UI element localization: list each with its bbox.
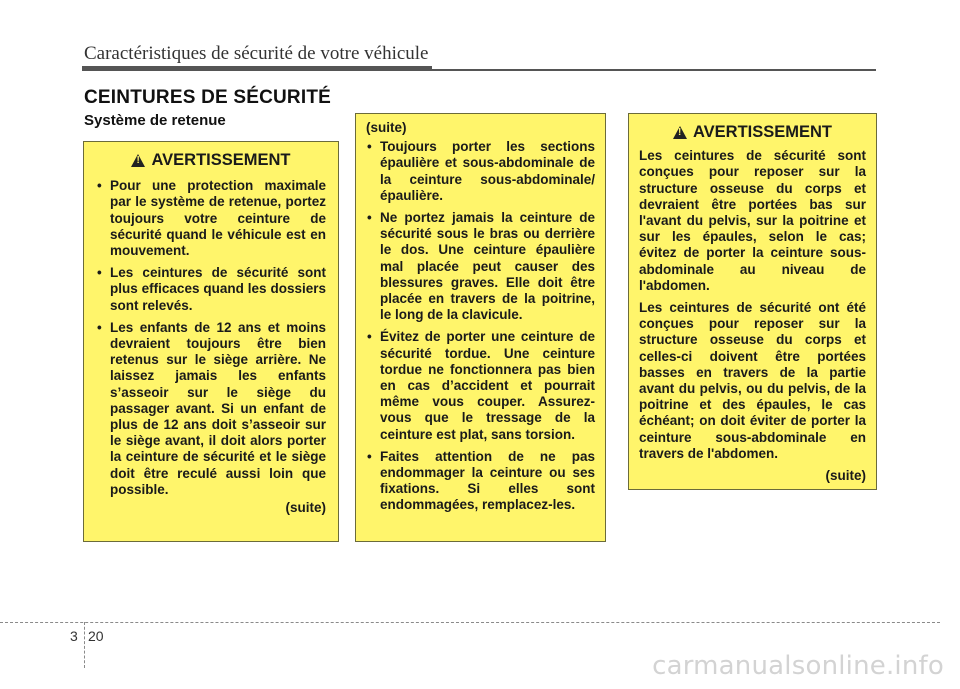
list-item: • Les ceintures de sécurité sont plus efficaces quand les dossiers sont relevés. [96,265,326,314]
warning-box-3 [628,113,877,490]
continued-label: (suite) [825,468,866,484]
continued-label: (suite) [285,500,326,516]
warning-paragraph: Les ceintures de sécurité ont été conçues pour reposer sur la structure osseuse du corps et celles-ci doivent être portées basses en travers de la partie avant du pelvis, ou du pelvis, de la poitrine et des épaules, le cas échéant; on doit éviter de porter la ceinture sous-abdominale en travers de l'abdomen. [639,300,866,461]
warning-triangle-icon [131,154,145,167]
warning-heading-label: AVERTISSEMENT [151,151,291,169]
list-item: • Faites attention de ne pas endommager la ceinture ou ses fixations. Si elles sont endommagées, remplacez-les. [366,449,595,514]
watermark: carmanualsonline.info [652,651,944,681]
section-subtitle: Système de retenue [84,112,226,129]
header-bar [82,66,432,71]
page-number: 20 [88,628,104,644]
warning-box-1 [83,141,339,542]
warning-triangle-icon [673,126,687,139]
warning-heading [639,124,866,140]
list-item: • Ne portez jamais la ceinture de sécurité sous le bras ou derrière le dos. Une ceinture épaulière mal placée peut causer des blessures graves. Elle doit être placée en travers de la poitrine, le long de la clavicule. [366,210,595,323]
list-item: • Pour une protection maximale par le système de retenue, portez toujours votre ceinture de sécurité quand le véhicule est en mouvement. [96,178,326,259]
header-rule [432,69,876,71]
continued-label: (suite) [366,120,407,135]
warning-list [366,139,595,513]
warning-heading-label: AVERTISSEMENT [692,123,833,141]
footer-dashed-rule [0,622,940,623]
chapter-number: 3 [70,628,78,644]
list-item: • Les enfants de 12 ans et moins devraient toujours être bien retenus sur le siège arrière. Ne laissez jamais les enfants s’asseoir sur le siège du passager avant. Si un enfant de plus de 12 ans doit s’asseoir sur le siège avant, il doit alors porter la ceinture de sécurité et le siège doit être reculé aussi loin que possible. [96,320,326,498]
warning-paragraph: Les ceintures de sécurité sont conçues pour reposer sur la structure osseuse du corps et devraient être portées bas sur l'avant du pelvis, sur la poitrine et sur les épaules, selon le cas; évitez de porter la ceinture sous-abdominale au niveau de l'abdomen. [639,148,866,293]
list-item: • Toujours porter les sections épaulière et sous-abdominale de la ceinture sous-abdominale/épaulière. [366,139,595,204]
warning-box-2 [355,113,606,542]
page-header-title: Caractéristiques de sécurité de votre véhicule [84,43,429,64]
warning-heading [96,152,326,168]
warning-list [96,178,326,498]
section-title: CEINTURES DE SÉCURITÉ [84,87,332,108]
footer-dashed-divider [84,622,85,668]
list-item: • Évitez de porter une ceinture de sécurité tordue. Une ceinture tordue ne fonctionnera pas bien en cas d’accident et pourrait même vous couper. Assurez-vous que le tressage de la ceinture est plat, sans torsion. [366,329,595,442]
